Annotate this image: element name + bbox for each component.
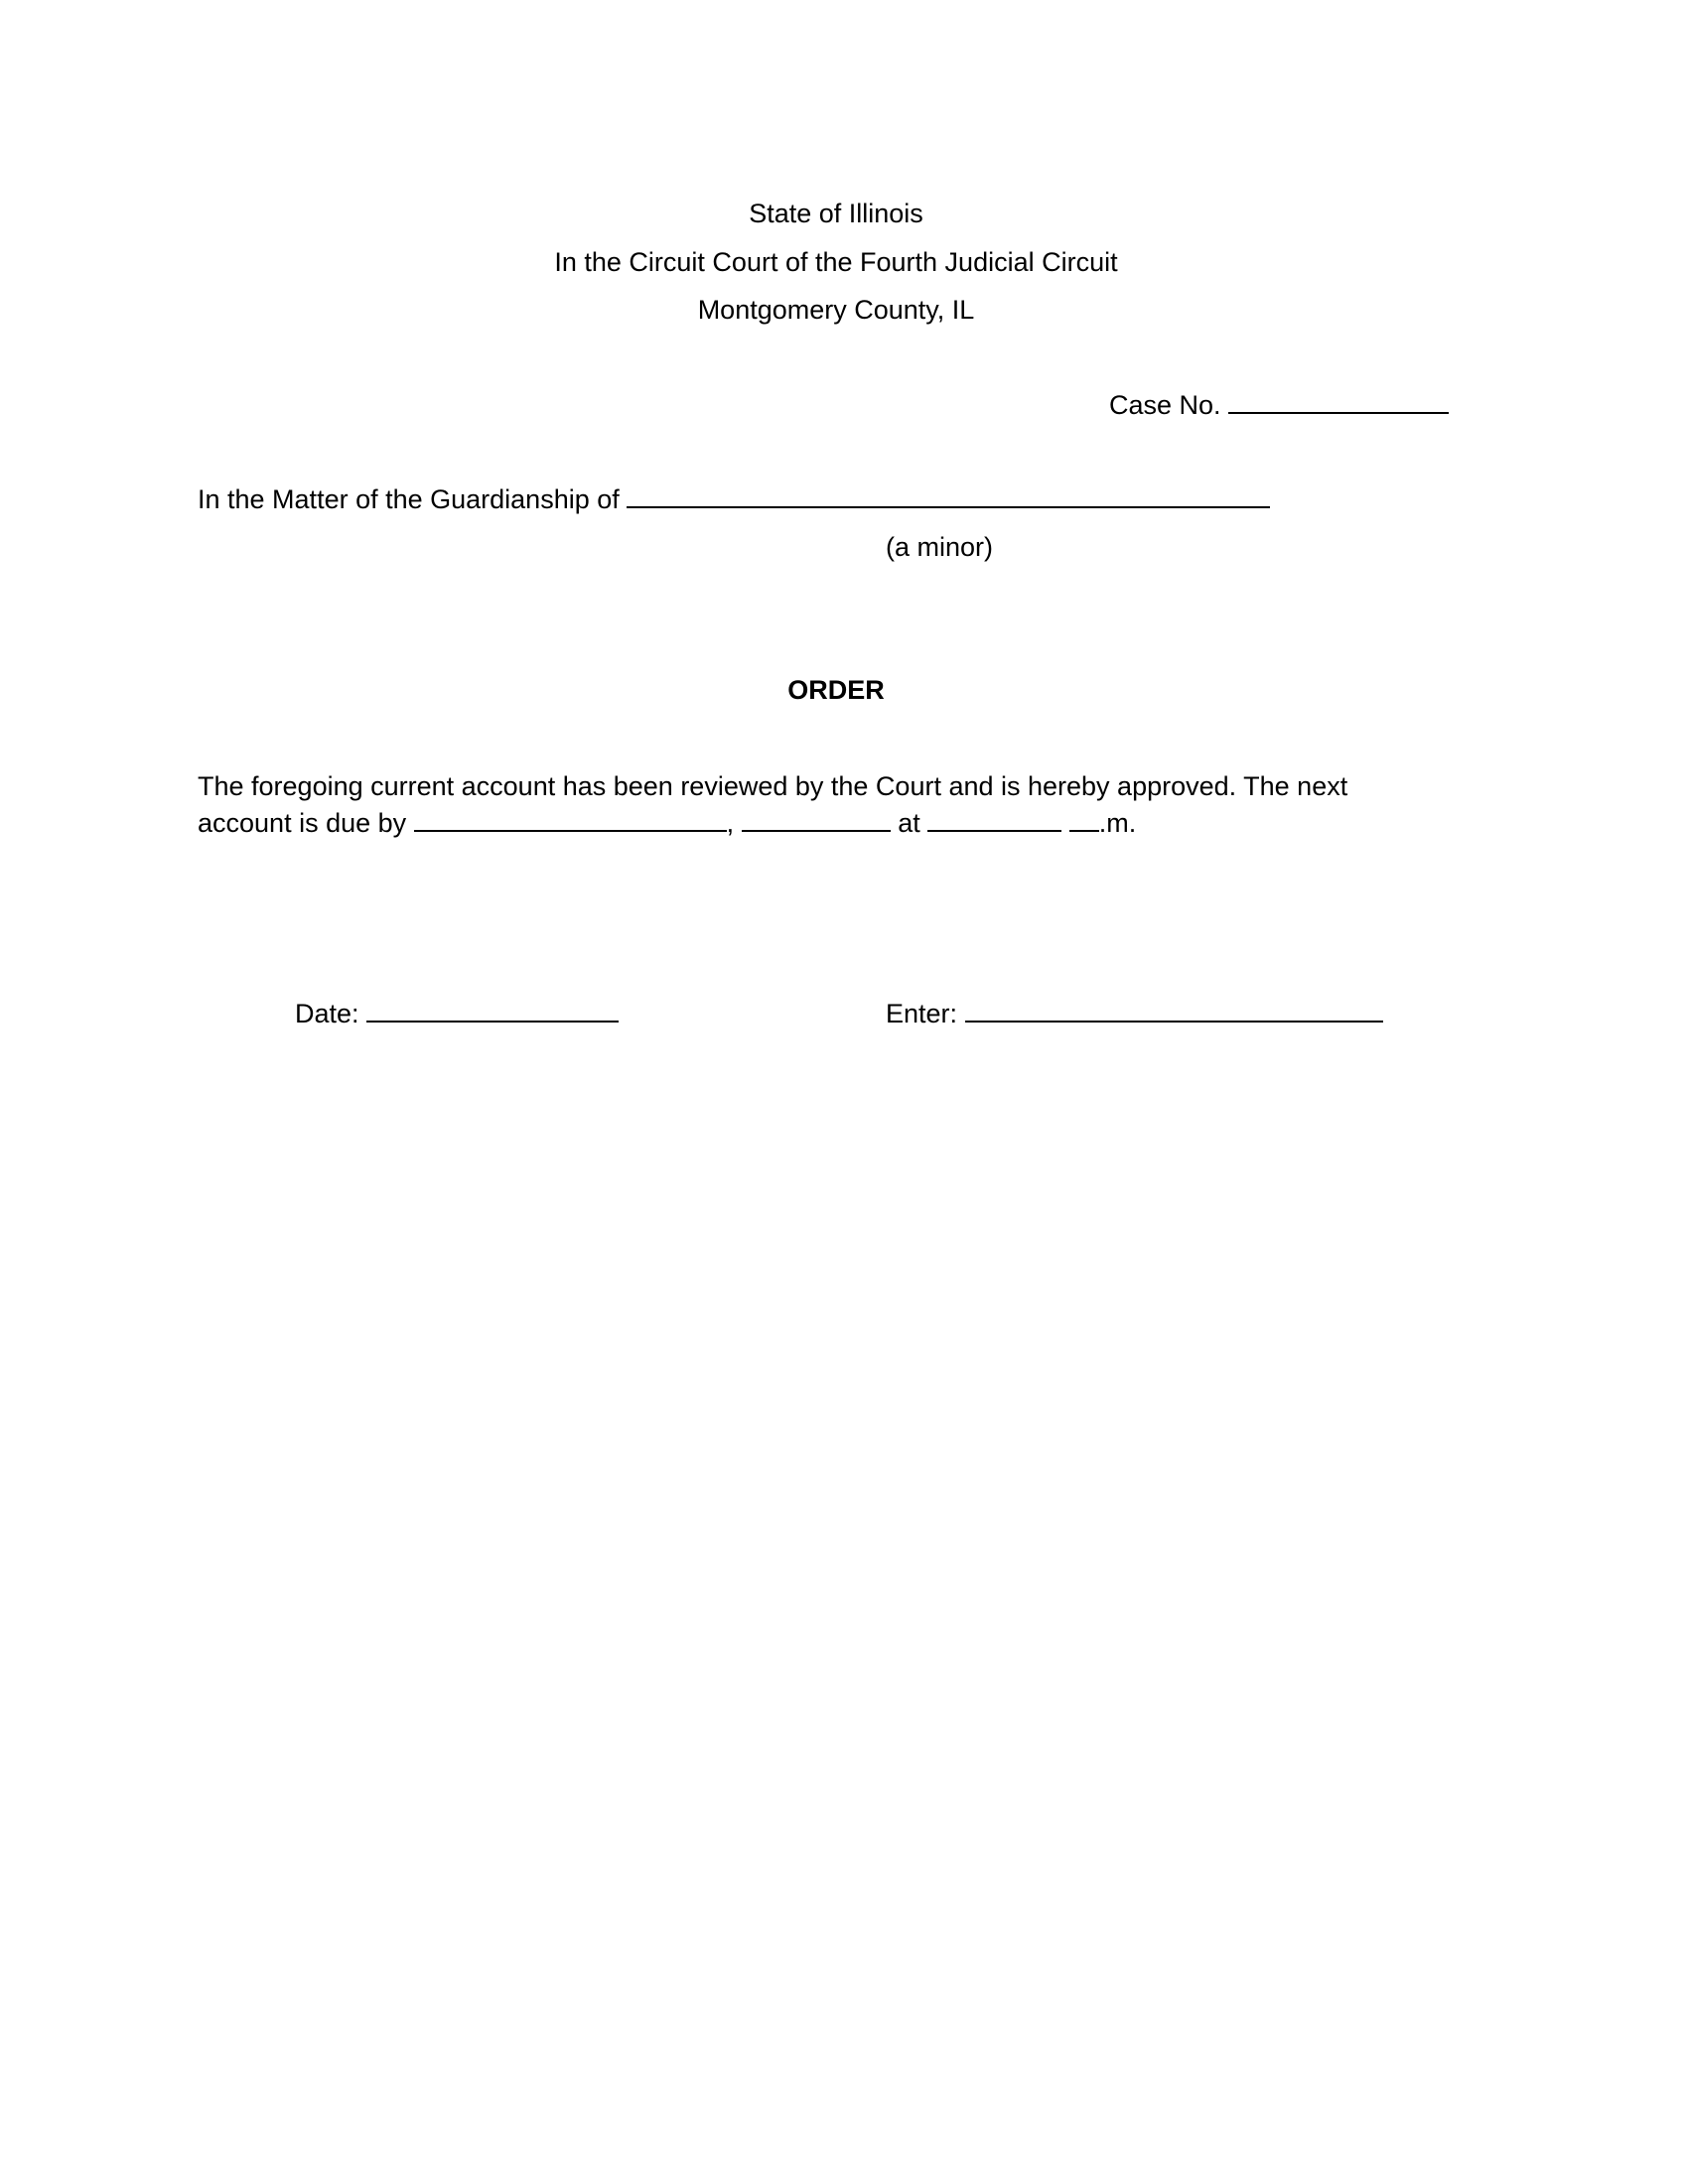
case-number-label: Case No. [1109,390,1221,420]
order-text-line2 [198,806,1136,840]
case-number-row [1109,388,1449,422]
judge-signature-field[interactable] [965,997,1383,1023]
due-time-field[interactable] [927,806,1061,832]
order-title [0,673,1672,707]
court-heading: In the Circuit Court of the Fourth Judicial Circuit [554,247,1118,277]
enter-label: Enter: [886,999,958,1028]
comma: , [726,808,735,838]
guardianship-label: In the Matter of the Guardianship of [198,484,620,514]
state-heading: State of Illinois [749,199,923,228]
guardianship-row [198,482,1270,516]
case-number-field[interactable] [1228,388,1449,414]
meridiem-suffix: .m. [1098,808,1137,838]
am-pm-field[interactable] [1069,806,1099,832]
due-by-label: account is due by [198,808,407,838]
minor-name-field[interactable] [627,482,1270,508]
date-field[interactable] [366,997,619,1023]
order-text-line1: The foregoing current account has been reviewed by the Court and is hereby approved. The next [198,771,1348,801]
date-label: Date: [295,999,359,1028]
order-title-text: ORDER [787,675,885,705]
enter-row [886,997,1383,1030]
date-row [295,997,619,1030]
minor-note: (a minor) [886,532,994,562]
due-year-field[interactable] [742,806,891,832]
at-label: at [898,808,920,838]
county-heading: Montgomery County, IL [697,295,975,325]
due-date-field[interactable] [414,806,727,832]
